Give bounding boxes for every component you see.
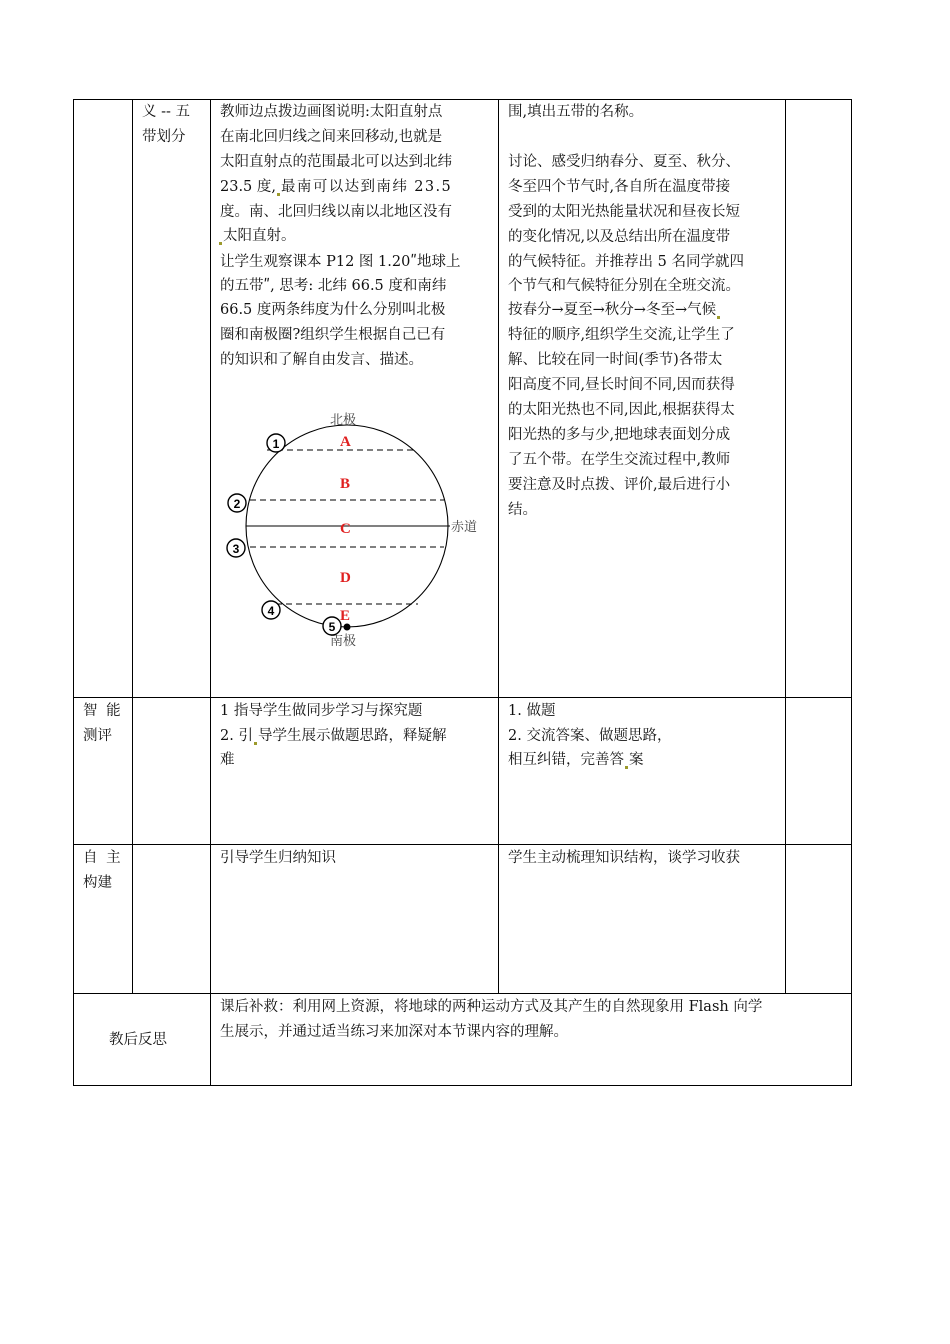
row2-teacher-line-1: 1 指导学生做同步学习与探究题	[220, 703, 423, 719]
col-divider-1	[132, 99, 133, 994]
col-divider-3	[498, 99, 499, 994]
artifact-dot	[277, 193, 280, 196]
text-segment: 2. 引	[220, 728, 253, 744]
text-line: 在南北回归线之间来回移动,也就是	[220, 129, 443, 145]
text-segment: 导学生展示做题思路，释疑解	[257, 728, 447, 744]
north-pole-label: 北极	[330, 413, 357, 428]
row1-topic-line-2: 带划分	[142, 129, 186, 145]
table-border-right	[851, 99, 852, 1086]
artifact-dot	[625, 766, 628, 769]
text-segment: 23.5 度,	[220, 179, 277, 195]
row2-student-line-1: 1. 做题	[508, 703, 556, 719]
marker-2	[228, 494, 246, 512]
text-line: 让学生观察课本 P12 图 1.20ʺ地球上	[220, 254, 461, 270]
row2-teacher-line-3: 难	[220, 752, 235, 768]
text-line: 要注意及时点拨、评价,最后进行小	[508, 477, 731, 493]
text-line: 太阳直射点的范围最北可以达到北纬	[220, 154, 452, 170]
reflection-line-1: 课后补救：利用网上资源，将地球的两种运动方式及其产生的自然现象用 Flash 向学	[220, 999, 763, 1015]
row2-label-line-2: 测评	[83, 728, 112, 744]
artifact-dot	[254, 742, 257, 745]
reflection-line-2: 生展示，并通过适当练习来加深对本节课内容的理解。	[220, 1024, 568, 1040]
row3-label-line-1: 自 主	[83, 850, 123, 866]
row2-label-line-1: 智 能	[83, 703, 123, 719]
zone-label-b: B	[340, 476, 351, 492]
text-line: 的变化情况,以及总结出所在温度带	[508, 229, 731, 245]
table-border-bottom	[73, 1085, 852, 1086]
marker-3	[227, 539, 245, 557]
text-line: 的五带ʺ, 思考: 北纬 66.5 度和南纬	[220, 278, 447, 294]
text-line	[220, 175, 452, 200]
row2-student-line-2: 2. 交流答案、做题思路，	[508, 728, 672, 744]
text-line: 度。南、北回归线以南以北地区没有	[220, 204, 452, 220]
text-line: 的知识和了解自由发言、描述。	[220, 352, 423, 368]
row1-topic-line-1: 义 -- 五	[142, 104, 191, 120]
row3-teacher-text: 引导学生归纳知识	[220, 850, 336, 866]
reflection-label: 教后反思	[109, 1032, 167, 1048]
equator-label: 赤道	[451, 520, 478, 535]
row2-teacher-line-2	[220, 724, 446, 749]
text-segment: 案	[629, 752, 644, 768]
text-line: 冬至四个节气时,各自所在温度带接	[508, 179, 731, 195]
marker-label: 3	[232, 542, 240, 556]
col-divider-4	[785, 99, 786, 994]
zone-label-e: E	[340, 608, 351, 624]
row2-student-line-3	[508, 748, 644, 773]
text-segment: 最南可以达到南纬 23.5	[281, 179, 453, 195]
text-line: 的气候特征。并推荐出 5 名同学就四	[508, 254, 744, 270]
text-line: 了五个带。在学生交流过程中,教师	[508, 452, 731, 468]
zone-label-c: C	[340, 521, 351, 537]
row-divider-1	[73, 697, 852, 698]
text-line	[508, 298, 721, 323]
text-segment: 按春分→夏至→秋分→冬至→气候	[508, 302, 717, 318]
text-line: 66.5 度两条纬度为什么分别叫北极	[220, 302, 446, 318]
text-line: 个节气和气候特征分别在全班交流。	[508, 278, 740, 294]
text-line: 结。	[508, 502, 537, 518]
row3-label-line-2: 构建	[83, 875, 112, 891]
text-line: 阳高度不同,昼长时间不同,因而获得	[508, 377, 735, 393]
zone-label-a: A	[340, 434, 351, 450]
marker-4	[262, 601, 280, 619]
marker-label: 1	[272, 437, 280, 451]
text-line: 阳光热的多与少,把地球表面划分成	[508, 427, 731, 443]
text-line: 特征的顺序,组织学生交流,让学生了	[508, 327, 735, 343]
zone-label-d: D	[340, 570, 351, 586]
row-divider-2	[73, 844, 852, 845]
text-line: 围,填出五带的名称。	[508, 104, 644, 120]
text-line: 解、比较在同一时间(季节)各带太	[508, 352, 723, 368]
artifact-dot	[219, 242, 222, 245]
south-pole-dot	[344, 624, 351, 631]
row-divider-3	[73, 993, 852, 994]
marker-5	[323, 617, 341, 635]
text-segment: 相互纠错，完善答	[508, 752, 624, 768]
marker-1	[267, 434, 285, 452]
five-zones-diagram	[222, 408, 492, 653]
table-border-left	[73, 99, 74, 1086]
south-pole-label: 南极	[330, 634, 357, 649]
text-line: 圈和南极圈?组织学生根据自己已有	[220, 327, 446, 343]
col-divider-2	[210, 99, 211, 1086]
text-line: 受到的太阳光热能量状况和昼夜长短	[508, 204, 740, 220]
text-line: 的太阳光热也不同,因此,根据获得太	[508, 402, 735, 418]
marker-label: 4	[267, 604, 275, 618]
text-line: 教师边点拨边画图说明:太阳直射点	[220, 104, 443, 120]
text-segment: 太阳直射。	[223, 228, 296, 244]
text-line: 讨论、感受归纳春分、夏至、秋分、	[508, 154, 740, 170]
marker-label: 5	[328, 620, 336, 634]
marker-label: 2	[233, 497, 241, 511]
artifact-dot	[717, 316, 720, 319]
row3-student-text: 学生主动梳理知识结构，谈学习收获	[508, 850, 740, 866]
text-line	[218, 224, 296, 249]
